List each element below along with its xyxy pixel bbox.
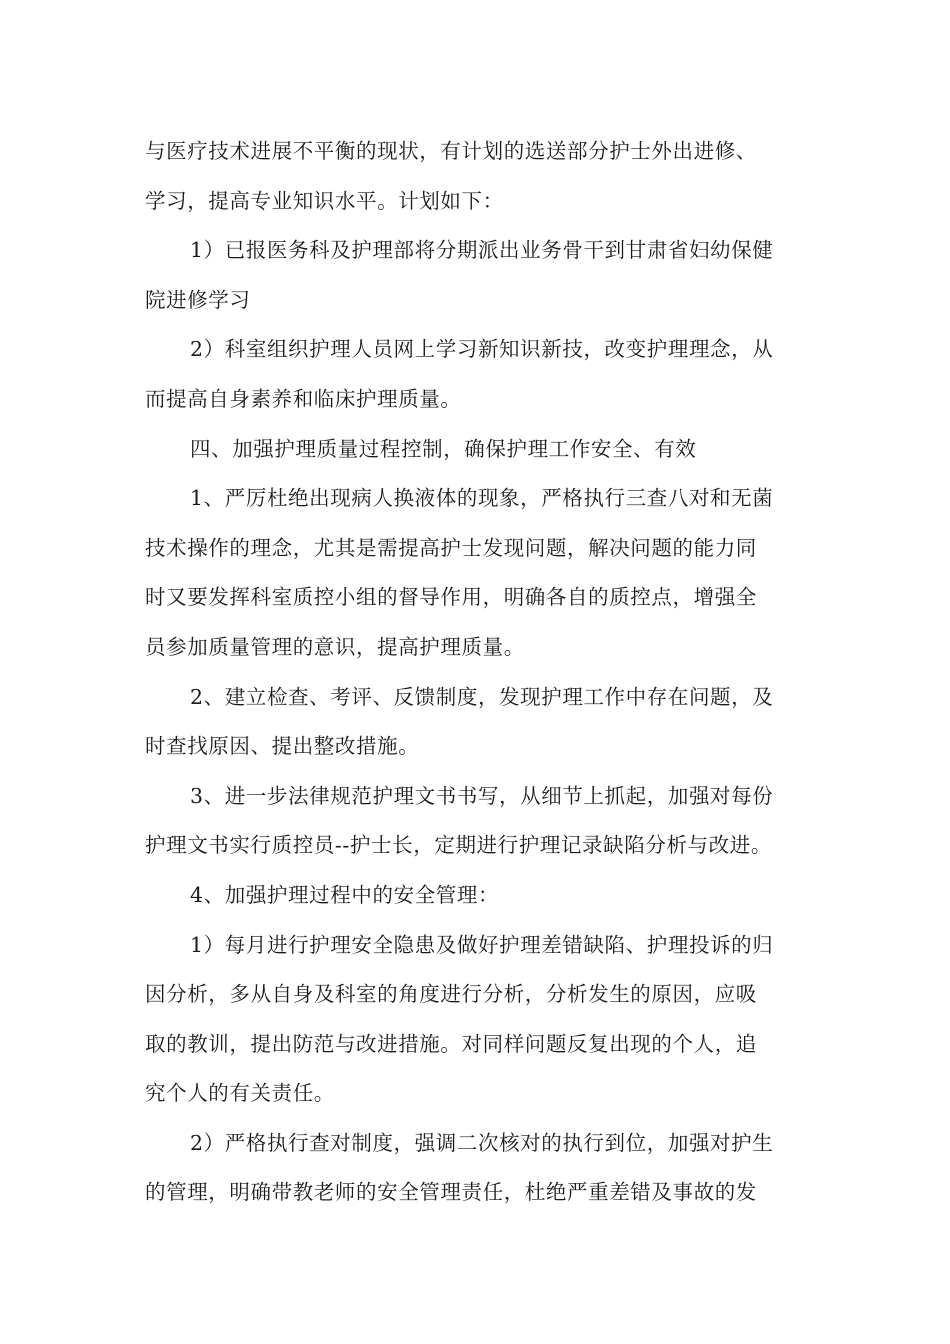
text-line: 1）已报医务科及护理部将分期派出业务骨干到甘肃省妇幼保健 <box>190 238 774 263</box>
text-line: 取的教训，提出防范与改进措施。对同样问题反复出现的个人，追 <box>145 1031 757 1056</box>
text-line: 3、进一步法律规范护理文书书写，从细节上抓起，加强对每份 <box>190 783 774 808</box>
paragraph-safety-item-1 <box>145 921 810 1119</box>
text-line: 1）每月进行护理安全隐患及做好护理差错缺陷、护理投诉的归 <box>190 932 774 957</box>
text-line: 2）严格执行查对制度，强调二次核对的执行到位，加强对护生 <box>190 1130 774 1155</box>
text-line: 4、加强护理过程中的安全管理： <box>190 882 500 907</box>
section-heading-quality-control <box>145 425 810 475</box>
text-line: 究个人的有关责任。 <box>145 1081 335 1106</box>
text-line: 因分析，多从自身及科室的角度进行分析，分析发生的原因，应吸 <box>145 982 757 1007</box>
paragraph-item-2 <box>145 673 810 772</box>
text-line: 1、严厉杜绝出现病人换液体的现象，严格执行三查八对和无菌 <box>190 486 774 511</box>
text-line: 技术操作的理念，尤其是需提高护士发现问题，解决问题的能力同 <box>145 535 757 560</box>
text-line: 院进修学习 <box>145 287 251 312</box>
text-line: 2）科室组织护理人员网上学习新知识新技，改变护理理念，从 <box>190 337 774 362</box>
text-line: 与医疗技术进展不平衡的现状，有计划的选送部分护士外出进修、 <box>145 139 757 163</box>
paragraph-item-3 <box>145 772 810 871</box>
text-line: 护理文书实行质控员--护士长，定期进行护理记录缺陷分析与改进。 <box>145 833 772 858</box>
text-line: 的管理，明确带教老师的安全管理责任，杜绝严重差错及事故的发 <box>145 1180 757 1205</box>
paragraph-item-4 <box>145 871 810 921</box>
text-line: 学习，提高专业知识水平。计划如下： <box>145 188 504 213</box>
paragraph-plan-item-2 <box>145 325 810 424</box>
paragraph-training-plan <box>145 127 810 226</box>
text-line: 2、建立检查、考评、反馈制度，发现护理工作中存在问题，及 <box>190 684 774 709</box>
text-line: 时查找原因、提出整改措施。 <box>145 734 420 759</box>
paragraph-safety-item-2 <box>145 1119 810 1218</box>
paragraph-plan-item-1 <box>145 226 810 325</box>
text-line: 时又要发挥科室质控小组的督导作用，明确各自的质控点，增强全 <box>145 585 757 610</box>
paragraph-item-1 <box>145 474 810 672</box>
text-line: 四、加强护理质量过程控制，确保护理工作安全、有效 <box>190 436 697 461</box>
document-body <box>145 127 810 1218</box>
text-line: 而提高自身素养和临床护理质量。 <box>145 386 462 411</box>
text-line: 员参加质量管理的意识，提高护理质量。 <box>145 634 525 659</box>
